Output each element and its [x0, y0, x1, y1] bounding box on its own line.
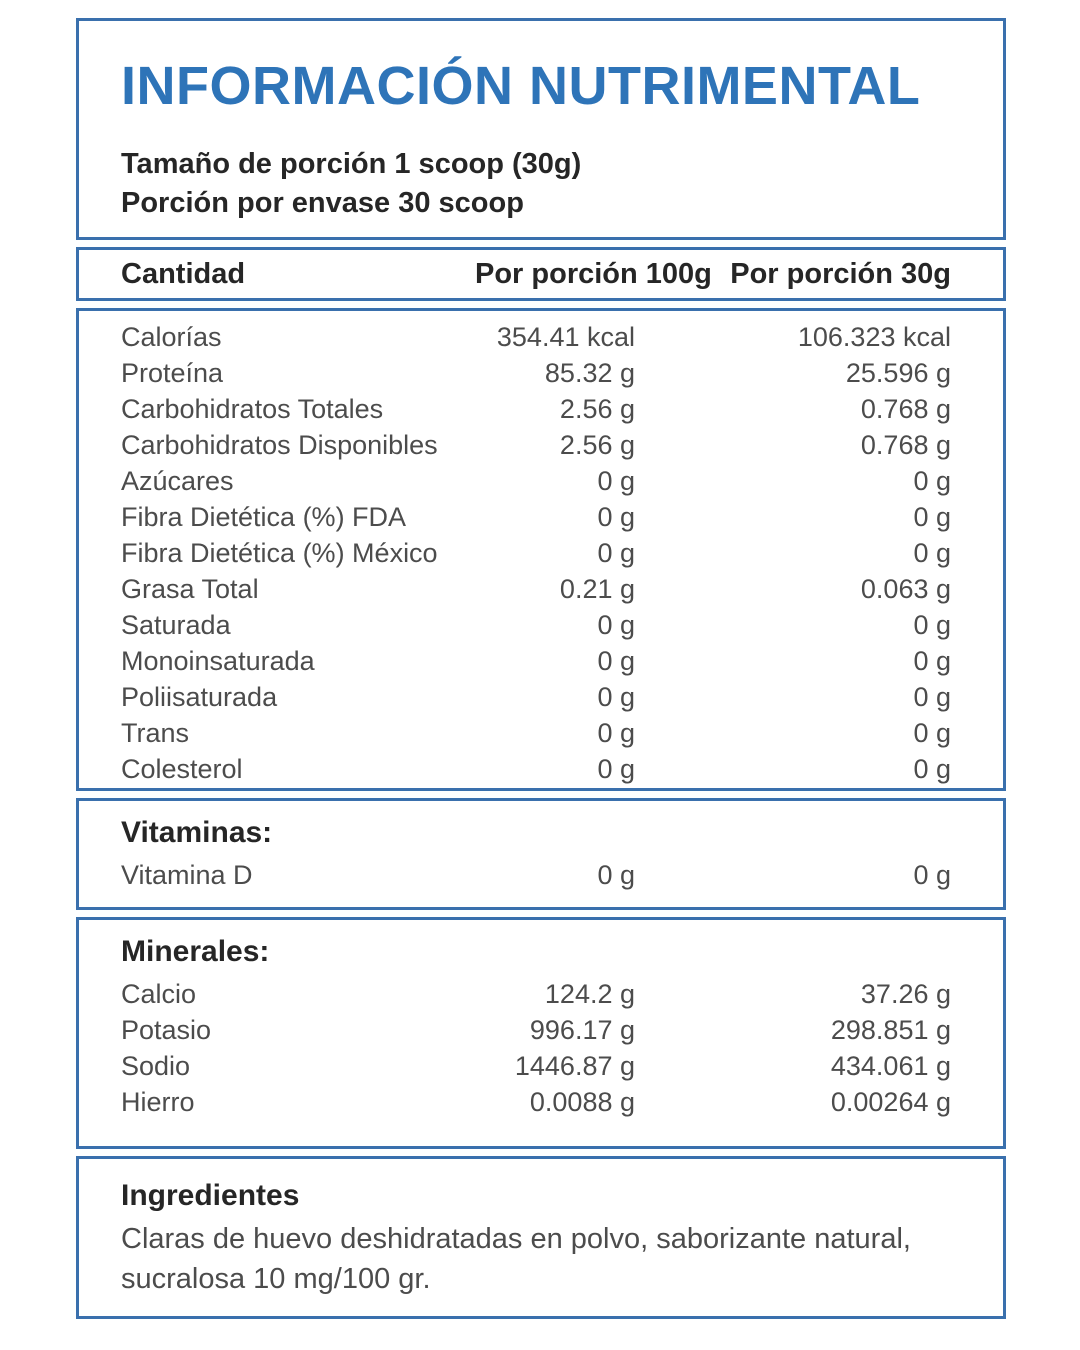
ingredients-heading: Ingredientes	[121, 1179, 300, 1212]
nutrient-label: Hierro	[121, 1087, 195, 1117]
nutrient-label: Sodio	[121, 1051, 191, 1081]
nutrient-label: Calorías	[121, 322, 222, 352]
nutrient-label: Trans	[121, 718, 190, 748]
table-row	[121, 319, 951, 355]
column-header-section	[76, 247, 1006, 301]
value-per-100g: 0 g	[597, 682, 635, 712]
ingredients-line-2: sucralosa 10 mg/100 gr.	[121, 1263, 431, 1295]
nutrient-label: Carbohidratos Disponibles	[121, 430, 438, 460]
value-per-30g: 0 g	[913, 646, 951, 676]
serving-size-line: Tamaño de porción 1 scoop (30g)	[121, 148, 582, 180]
nutrient-label: Monoinsaturada	[121, 646, 315, 676]
column-header-quantity: Cantidad	[121, 257, 246, 290]
value-per-100g: 0 g	[597, 860, 635, 890]
value-per-30g: 106.323 kcal	[797, 322, 951, 352]
vitamins-heading: Vitaminas:	[121, 816, 273, 849]
value-per-30g: 25.596 g	[845, 358, 951, 388]
value-per-30g: 0.00264 g	[830, 1087, 951, 1117]
value-per-100g: 0 g	[597, 538, 635, 568]
value-per-100g: 2.56 g	[559, 430, 635, 460]
table-row	[121, 679, 951, 715]
nutrient-label: Carbohidratos Totales	[121, 394, 384, 424]
value-per-30g: 0 g	[913, 610, 951, 640]
value-per-30g: 0 g	[913, 538, 951, 568]
ingredients-line-1: Claras de huevo deshidratadas en polvo, saborizante natural,	[121, 1223, 911, 1255]
value-per-30g: 434.061 g	[830, 1051, 951, 1081]
table-row	[121, 463, 951, 499]
value-per-100g: 996.17 g	[529, 1015, 635, 1045]
value-per-100g: 0 g	[597, 610, 635, 640]
value-per-30g: 0.768 g	[860, 430, 951, 460]
table-row	[121, 535, 951, 571]
nutrient-label: Proteína	[121, 358, 224, 388]
value-per-100g: 2.56 g	[559, 394, 635, 424]
vitamins-section	[76, 798, 1006, 910]
value-per-100g: 0 g	[597, 754, 635, 784]
table-row	[121, 1084, 951, 1120]
value-per-100g: 85.32 g	[544, 358, 635, 388]
column-header-row	[121, 258, 951, 291]
nutrient-label: Fibra Dietética (%) FDA	[121, 502, 407, 532]
value-per-30g: 0 g	[913, 502, 951, 532]
column-header-per-30g: Por porción 30g	[730, 257, 951, 290]
table-row	[121, 607, 951, 643]
page-title: INFORMACIÓN NUTRIMENTAL	[121, 56, 921, 116]
ingredients-text	[121, 1219, 951, 1299]
value-per-30g: 0 g	[913, 718, 951, 748]
value-per-30g: 0 g	[913, 860, 951, 890]
value-per-30g: 0.063 g	[860, 574, 951, 604]
value-per-100g: 0 g	[597, 466, 635, 496]
value-per-100g: 0 g	[597, 502, 635, 532]
value-per-100g: 1446.87 g	[514, 1051, 635, 1081]
table-row	[121, 1012, 951, 1048]
value-per-30g: 37.26 g	[860, 979, 951, 1009]
value-per-30g: 0 g	[913, 682, 951, 712]
table-row	[121, 571, 951, 607]
nutrient-label: Saturada	[121, 610, 231, 640]
minerals-section	[76, 917, 1006, 1149]
value-per-30g: 0.768 g	[860, 394, 951, 424]
value-per-100g: 0 g	[597, 646, 635, 676]
value-per-100g: 0 g	[597, 718, 635, 748]
nutrients-section	[76, 308, 1006, 791]
servings-per-container-line: Porción por envase 30 scoop	[121, 187, 524, 219]
nutrient-label: Colesterol	[121, 754, 243, 784]
table-row	[121, 391, 951, 427]
serving-info	[121, 145, 951, 223]
table-row	[121, 643, 951, 679]
value-per-100g: 124.2 g	[544, 979, 635, 1009]
nutrient-label: Azúcares	[121, 466, 234, 496]
nutrient-label: Potasio	[121, 1015, 212, 1045]
table-row	[121, 1048, 951, 1084]
value-per-100g: 354.41 kcal	[496, 322, 635, 352]
value-per-30g: 298.851 g	[830, 1015, 951, 1045]
nutrient-label: Poliisaturada	[121, 682, 278, 712]
value-per-100g: 0.0088 g	[529, 1087, 635, 1117]
minerals-heading: Minerales:	[121, 935, 270, 968]
label-sheet	[76, 18, 1006, 1319]
nutrient-label: Vitamina D	[121, 860, 253, 890]
table-row	[121, 715, 951, 751]
table-row	[121, 499, 951, 535]
ingredients-section	[76, 1156, 1006, 1319]
column-header-per-100g: Por porción 100g	[475, 257, 712, 290]
table-row	[121, 427, 951, 463]
nutrient-label: Fibra Dietética (%) México	[121, 538, 438, 568]
title-section	[76, 18, 1006, 240]
table-row	[121, 751, 951, 787]
table-row	[121, 857, 951, 893]
table-row	[121, 355, 951, 391]
nutrient-label: Grasa Total	[121, 574, 259, 604]
table-row	[121, 976, 951, 1012]
value-per-100g: 0.21 g	[559, 574, 635, 604]
value-per-30g: 0 g	[913, 466, 951, 496]
nutrient-label: Calcio	[121, 979, 197, 1009]
value-per-30g: 0 g	[913, 754, 951, 784]
